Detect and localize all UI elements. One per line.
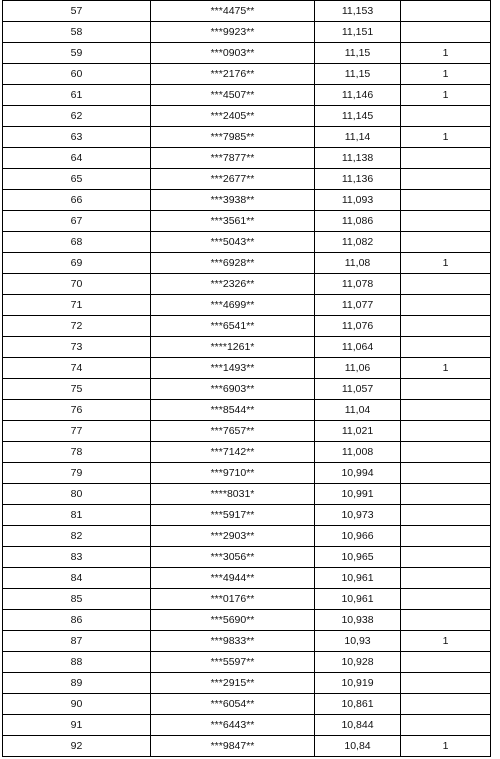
table-row <box>3 211 491 232</box>
flag-cell <box>401 232 491 253</box>
score-cell: 10,965 <box>315 547 401 568</box>
rank-cell: 91 <box>3 715 151 736</box>
table-row <box>3 442 491 463</box>
rank-cell: 72 <box>3 316 151 337</box>
table-row <box>3 610 491 631</box>
table-row <box>3 232 491 253</box>
rank-cell: 73 <box>3 337 151 358</box>
score-cell: 11,15 <box>315 64 401 85</box>
table-row <box>3 148 491 169</box>
flag-cell: 1 <box>401 85 491 106</box>
flag-cell <box>401 337 491 358</box>
id-cell: ***4507** <box>151 85 315 106</box>
flag-cell <box>401 442 491 463</box>
table-page <box>2 0 492 759</box>
id-cell: ***0903** <box>151 43 315 64</box>
flag-cell <box>401 694 491 715</box>
score-cell: 11,151 <box>315 22 401 43</box>
score-cell: 10,994 <box>315 463 401 484</box>
score-cell: 10,861 <box>315 694 401 715</box>
table-row <box>3 400 491 421</box>
rank-cell: 78 <box>3 442 151 463</box>
rank-cell: 89 <box>3 673 151 694</box>
flag-cell <box>401 22 491 43</box>
flag-cell <box>401 526 491 547</box>
table-row <box>3 337 491 358</box>
score-cell: 11,08 <box>315 253 401 274</box>
score-cell: 10,84 <box>315 736 401 757</box>
id-cell: ***3938** <box>151 190 315 211</box>
score-cell: 11,021 <box>315 421 401 442</box>
flag-cell <box>401 169 491 190</box>
flag-cell: 1 <box>401 127 491 148</box>
id-cell: ***8544** <box>151 400 315 421</box>
id-cell: ****8031* <box>151 484 315 505</box>
flag-cell <box>401 274 491 295</box>
id-cell: ***5690** <box>151 610 315 631</box>
rank-cell: 68 <box>3 232 151 253</box>
table-row <box>3 484 491 505</box>
rank-cell: 77 <box>3 421 151 442</box>
table-row <box>3 64 491 85</box>
score-cell: 10,844 <box>315 715 401 736</box>
table-row <box>3 736 491 757</box>
score-cell: 10,961 <box>315 568 401 589</box>
table-row <box>3 190 491 211</box>
rank-cell: 64 <box>3 148 151 169</box>
id-cell: ***0176** <box>151 589 315 610</box>
id-cell: ***7877** <box>151 148 315 169</box>
id-cell: ***5597** <box>151 652 315 673</box>
id-cell: ***7985** <box>151 127 315 148</box>
flag-cell <box>401 547 491 568</box>
rank-cell: 74 <box>3 358 151 379</box>
table-row <box>3 127 491 148</box>
rank-cell: 87 <box>3 631 151 652</box>
score-cell: 10,928 <box>315 652 401 673</box>
flag-cell <box>401 568 491 589</box>
id-cell: ***4699** <box>151 295 315 316</box>
score-cell: 11,138 <box>315 148 401 169</box>
id-cell: ***5917** <box>151 505 315 526</box>
flag-cell <box>401 673 491 694</box>
flag-cell <box>401 379 491 400</box>
score-cell: 10,93 <box>315 631 401 652</box>
score-cell: 10,919 <box>315 673 401 694</box>
table-row <box>3 169 491 190</box>
rank-cell: 59 <box>3 43 151 64</box>
table-row <box>3 652 491 673</box>
table-row <box>3 1 491 22</box>
table-row <box>3 106 491 127</box>
table-row <box>3 22 491 43</box>
rank-cell: 90 <box>3 694 151 715</box>
flag-cell <box>401 484 491 505</box>
flag-cell <box>401 211 491 232</box>
id-cell: ***9833** <box>151 631 315 652</box>
table-row <box>3 694 491 715</box>
rank-cell: 69 <box>3 253 151 274</box>
flag-cell: 1 <box>401 631 491 652</box>
id-cell: ***6928** <box>151 253 315 274</box>
rank-cell: 85 <box>3 589 151 610</box>
flag-cell <box>401 715 491 736</box>
rank-cell: 60 <box>3 64 151 85</box>
score-cell: 11,086 <box>315 211 401 232</box>
flag-cell <box>401 1 491 22</box>
rank-cell: 67 <box>3 211 151 232</box>
id-cell: ***4475** <box>151 1 315 22</box>
rank-cell: 81 <box>3 505 151 526</box>
flag-cell: 1 <box>401 43 491 64</box>
id-cell: ***9847** <box>151 736 315 757</box>
rank-cell: 63 <box>3 127 151 148</box>
flag-cell <box>401 652 491 673</box>
score-cell: 10,991 <box>315 484 401 505</box>
flag-cell: 1 <box>401 736 491 757</box>
score-cell: 11,078 <box>315 274 401 295</box>
id-cell: ***2677** <box>151 169 315 190</box>
rank-cell: 70 <box>3 274 151 295</box>
flag-cell <box>401 589 491 610</box>
table-row <box>3 463 491 484</box>
table-row <box>3 85 491 106</box>
flag-cell <box>401 463 491 484</box>
flag-cell <box>401 148 491 169</box>
rank-cell: 66 <box>3 190 151 211</box>
table-row <box>3 316 491 337</box>
table-row <box>3 715 491 736</box>
score-cell: 11,146 <box>315 85 401 106</box>
table-body <box>3 0 491 757</box>
rank-cell: 58 <box>3 22 151 43</box>
score-cell: 11,153 <box>315 1 401 22</box>
rank-cell: 86 <box>3 610 151 631</box>
score-cell: 10,961 <box>315 589 401 610</box>
id-cell: ****1261* <box>151 337 315 358</box>
flag-cell <box>401 505 491 526</box>
flag-cell: 1 <box>401 253 491 274</box>
id-cell: ***5043** <box>151 232 315 253</box>
table-row <box>3 379 491 400</box>
table-row <box>3 358 491 379</box>
rank-cell: 82 <box>3 526 151 547</box>
id-cell: ***3056** <box>151 547 315 568</box>
score-cell: 11,082 <box>315 232 401 253</box>
table-row <box>3 295 491 316</box>
flag-cell <box>401 106 491 127</box>
score-cell: 11,076 <box>315 316 401 337</box>
flag-cell <box>401 610 491 631</box>
table-row <box>3 421 491 442</box>
rank-cell: 57 <box>3 1 151 22</box>
id-cell: ***6443** <box>151 715 315 736</box>
score-cell: 10,973 <box>315 505 401 526</box>
rank-cell: 92 <box>3 736 151 757</box>
id-cell: ***7657** <box>151 421 315 442</box>
rank-cell: 62 <box>3 106 151 127</box>
score-cell: 11,06 <box>315 358 401 379</box>
id-cell: ***2326** <box>151 274 315 295</box>
rank-cell: 88 <box>3 652 151 673</box>
table-row <box>3 589 491 610</box>
score-cell: 11,008 <box>315 442 401 463</box>
score-cell: 11,136 <box>315 169 401 190</box>
id-cell: ***3561** <box>151 211 315 232</box>
id-cell: ***2176** <box>151 64 315 85</box>
score-cell: 11,064 <box>315 337 401 358</box>
id-cell: ***2405** <box>151 106 315 127</box>
flag-cell: 1 <box>401 64 491 85</box>
id-cell: ***6903** <box>151 379 315 400</box>
table-row <box>3 547 491 568</box>
id-cell: ***9923** <box>151 22 315 43</box>
score-cell: 11,093 <box>315 190 401 211</box>
table-row <box>3 673 491 694</box>
score-cell: 11,14 <box>315 127 401 148</box>
id-cell: ***6054** <box>151 694 315 715</box>
rank-cell: 80 <box>3 484 151 505</box>
score-cell: 10,966 <box>315 526 401 547</box>
rank-cell: 75 <box>3 379 151 400</box>
rank-cell: 71 <box>3 295 151 316</box>
score-cell: 11,077 <box>315 295 401 316</box>
table-row <box>3 526 491 547</box>
table-row <box>3 568 491 589</box>
flag-cell: 1 <box>401 358 491 379</box>
table-row <box>3 505 491 526</box>
id-cell: ***6541** <box>151 316 315 337</box>
id-cell: ***1493** <box>151 358 315 379</box>
rank-cell: 65 <box>3 169 151 190</box>
flag-cell <box>401 400 491 421</box>
flag-cell <box>401 316 491 337</box>
rank-cell: 61 <box>3 85 151 106</box>
id-cell: ***9710** <box>151 463 315 484</box>
table-row <box>3 274 491 295</box>
rank-cell: 79 <box>3 463 151 484</box>
id-cell: ***2903** <box>151 526 315 547</box>
results-table <box>2 0 491 757</box>
rank-cell: 84 <box>3 568 151 589</box>
rank-cell: 76 <box>3 400 151 421</box>
table-row <box>3 43 491 64</box>
flag-cell <box>401 190 491 211</box>
score-cell: 10,938 <box>315 610 401 631</box>
table-row <box>3 631 491 652</box>
id-cell: ***7142** <box>151 442 315 463</box>
rank-cell: 83 <box>3 547 151 568</box>
id-cell: ***2915** <box>151 673 315 694</box>
score-cell: 11,04 <box>315 400 401 421</box>
id-cell: ***4944** <box>151 568 315 589</box>
score-cell: 11,057 <box>315 379 401 400</box>
score-cell: 11,145 <box>315 106 401 127</box>
table-row <box>3 253 491 274</box>
score-cell: 11,15 <box>315 43 401 64</box>
flag-cell <box>401 421 491 442</box>
flag-cell <box>401 295 491 316</box>
